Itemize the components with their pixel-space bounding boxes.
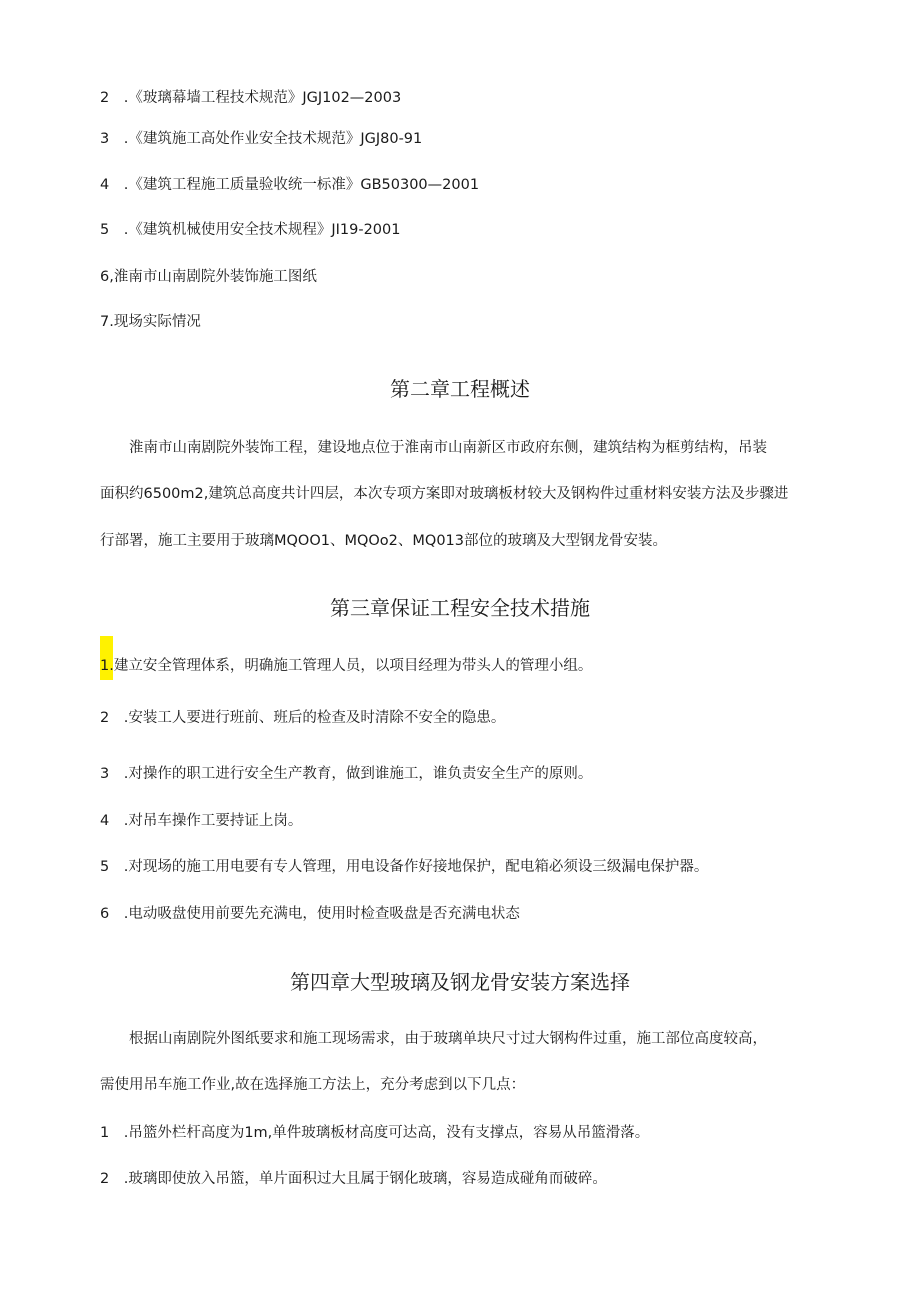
safety-measure-item: 3 .对操作的职工进行安全生产教育，做到谁施工，谁负责安全生产的原则。 [100, 766, 593, 782]
chapter-4-paragraph-line: 根据山南剧院外图纸要求和施工现场需求，由于玻璃单块尺寸过大钢构件过重，施工部位高度较高， [100, 1031, 767, 1047]
reference-item: 4 .《建筑工程施工质量验收统一标准》GB50300—2001 [100, 177, 480, 193]
reference-item: 3 .《建筑施工高处作业安全技术规范》JGJ80-91 [100, 131, 423, 147]
reference-item: 5 .《建筑机械使用安全技术规程》JI19-2001 [100, 222, 401, 238]
consideration-item: 1 .吊篮外栏杆高度为1m,单件玻璃板材高度可达高，没有支撑点，容易从吊篮滑落。 [100, 1125, 650, 1141]
chapter-4-title: 第四章大型玻璃及钢龙骨安装方案选择 [290, 970, 630, 994]
chapter-2-paragraph-line: 淮南市山南剧院外装饰工程，建设地点位于淮南市山南新区市政府东侧，建筑结构为框剪结构，吊装 [100, 440, 767, 456]
chapter-2-paragraph-line: 行部署，施工主要用于玻璃MQOO1、MQOo2、MQ013部位的玻璃及大型钢龙骨安装。 [100, 533, 668, 549]
safety-measure-item: 2 .安装工人要进行班前、班后的检查及时清除不安全的隐患。 [100, 710, 506, 726]
reference-item: 6,淮南市山南剧院外装饰施工图纸 [100, 269, 317, 285]
safety-measure-item: 1.建立安全管理体系，明确施工管理人员，以项目经理为带头人的管理小组。 [100, 658, 593, 674]
safety-measure-item: 5 .对现场的施工用电要有专人管理，用电设备作好接地保护，配电箱必须设三级漏电保护器。 [100, 859, 709, 875]
reference-item: 7.现场实际情况 [100, 314, 201, 330]
consideration-item: 2 .玻璃即使放入吊篮，单片面积过大且属于钢化玻璃，容易造成碰角而破碎。 [100, 1171, 607, 1187]
safety-measure-item: 6 .电动吸盘使用前要先充满电，使用时检查吸盘是否充满电状态 [100, 906, 520, 922]
chapter-2-paragraph-line: 面积约6500m2,建筑总高度共计四层，本次专项方案即对玻璃板材较大及钢构件过重材料安装方法及步骤进 [100, 486, 789, 502]
safety-measure-item: 4 .对吊车操作工要持证上岗。 [100, 813, 303, 829]
reference-item: 2 .《玻璃幕墙工程技术规范》JGJ102—2003 [100, 90, 402, 106]
chapter-2-title: 第二章工程概述 [390, 377, 530, 401]
chapter-4-paragraph-line: 需使用吊车施工作业,故在选择施工方法上，充分考虑到以下几点： [100, 1077, 526, 1093]
chapter-3-title: 第三章保证工程安全技术措施 [330, 596, 590, 620]
